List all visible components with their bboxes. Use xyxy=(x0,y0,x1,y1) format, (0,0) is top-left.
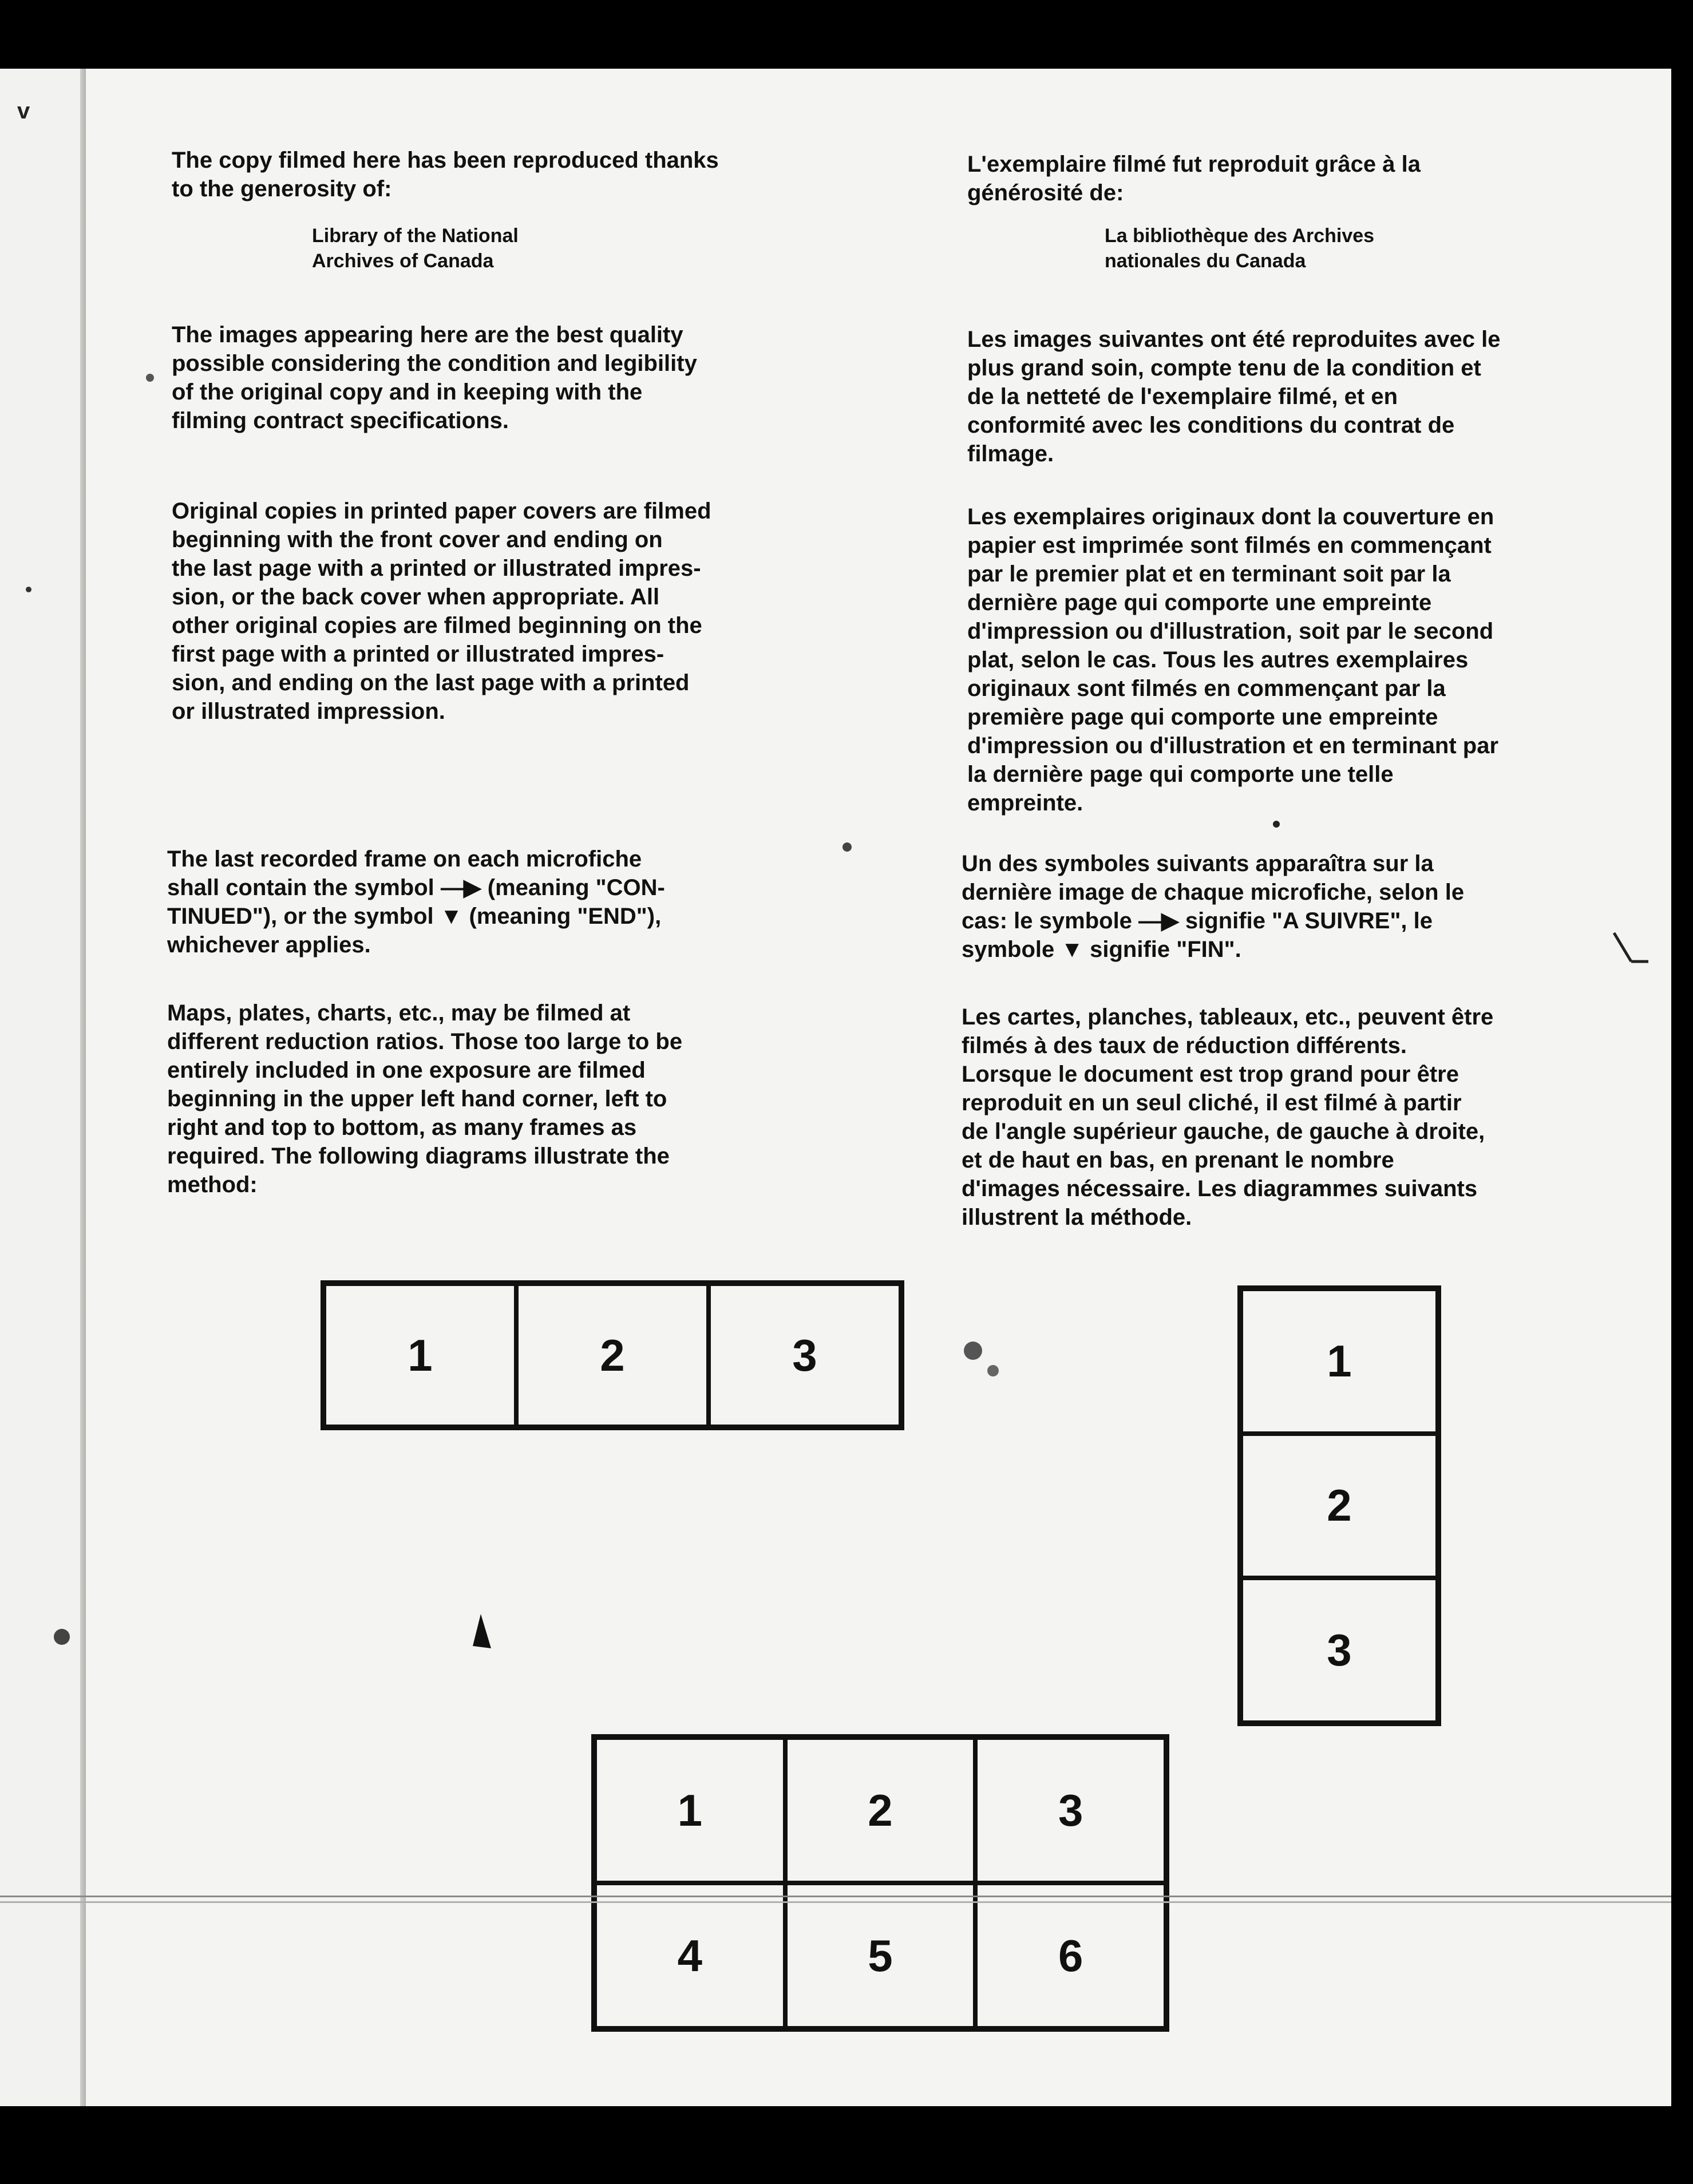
english-symbols-text: The last recorded frame on each microfiche shall contain the symbol —▶ (meaning "CON- TINUED"), or the symbol ▼ (meaning "END"), whichever applies. xyxy=(167,846,665,958)
english-quality-text: The images appearing here are the best quality possible considering the condition and legibility of the original copy and in keeping with the filming contract specifications. xyxy=(172,322,697,433)
frame-cell: 2 xyxy=(516,1284,709,1427)
speck xyxy=(473,1614,491,1648)
french-intro-text: L'exemplaire filmé fut reproduit grâce à la générosité de: xyxy=(967,152,1421,205)
french-originals-text: Les exemplaires originaux dont la couverture en papier est imprimée sont filmés en commençant par le premier plat et en terminant soit par la dernière page qui comporte une empreinte d'impression ou d'illustration, soit par le second plat, selon le cas. Tous les autres exemplaires originaux sont filmés en commençant par la première page qui comporte une empreinte d'impression ou d'illustration et en terminant par la dernière page qui comporte une telle empreinte. xyxy=(967,504,1499,816)
frame-cell: 6 xyxy=(975,1883,1166,2028)
speck xyxy=(146,374,154,382)
english-intro-text: The copy filmed here has been reproduced thanks to the generosity of: xyxy=(172,148,719,201)
speck xyxy=(842,842,852,852)
speck xyxy=(964,1342,982,1360)
frame-cell: 1 xyxy=(1241,1289,1438,1434)
speck xyxy=(26,587,31,592)
frame-cell: 1 xyxy=(324,1284,516,1427)
french-symbols-text: Un des symboles suivants apparaîtra sur la dernière image de chaque microfiche, selon le cas: le symbole —▶ signifie "A SUIVRE", le symbole ▼ signifie "FIN". xyxy=(962,851,1465,962)
french-credit: La bibliothèque des Archives nationales du Canada xyxy=(1105,225,1375,272)
frame-cell: 3 xyxy=(1241,1578,1438,1723)
frame-cell: 3 xyxy=(709,1284,901,1427)
speck xyxy=(1273,821,1280,828)
french-maps-text: Les cartes, planches, tableaux, etc., peuvent être filmés à des taux de réduction différents. Lorsque le document est trop grand pour être reproduit en un seul cliché, il est filmé à partir de l'angle supérieur gauche, de gauche à droite, et de haut en bas, en prenant le nombre d'images nécessaire. Les diagrammes suivants illustrent la méthode. xyxy=(962,1004,1494,1230)
frame-cell: 4 xyxy=(595,1883,785,2028)
speck xyxy=(1614,933,1631,962)
english-credit: Library of the National Archives of Canada xyxy=(312,225,519,272)
english-originals-text: Original copies in printed paper covers are filmed beginning with the front cover and ending on the last page with a printed or illustrated impres- sion, or the back cover when appropriate. All other original copies are filmed beginning on the first page with a printed or illustrated impres- sion, and ending on the last page with a printed or illustrated impression. xyxy=(172,498,711,724)
frame-cell: 5 xyxy=(785,1883,976,2028)
frame-cell: 2 xyxy=(1241,1434,1438,1578)
speck xyxy=(987,1365,999,1376)
frame-cell: 3 xyxy=(975,1738,1166,1883)
speck xyxy=(54,1629,70,1645)
frame-cell: 1 xyxy=(595,1738,785,1883)
english-maps-text: Maps, plates, charts, etc., may be filmed at different reduction ratios. Those too large to be entirely included in one exposure are filmed beginning in the upper left hand corner, left to right and top to bottom, as many frames as required. The following diagrams illustrate the method: xyxy=(167,1000,683,1197)
frame-cell: 2 xyxy=(785,1738,976,1883)
margin-mark: v xyxy=(17,98,30,124)
french-quality-text: Les images suivantes ont été reproduites avec le plus grand soin, compte tenu de la condition et de la netteté de l'exemplaire filmé, et en conformité avec les conditions du contrat de filmage. xyxy=(967,327,1501,466)
